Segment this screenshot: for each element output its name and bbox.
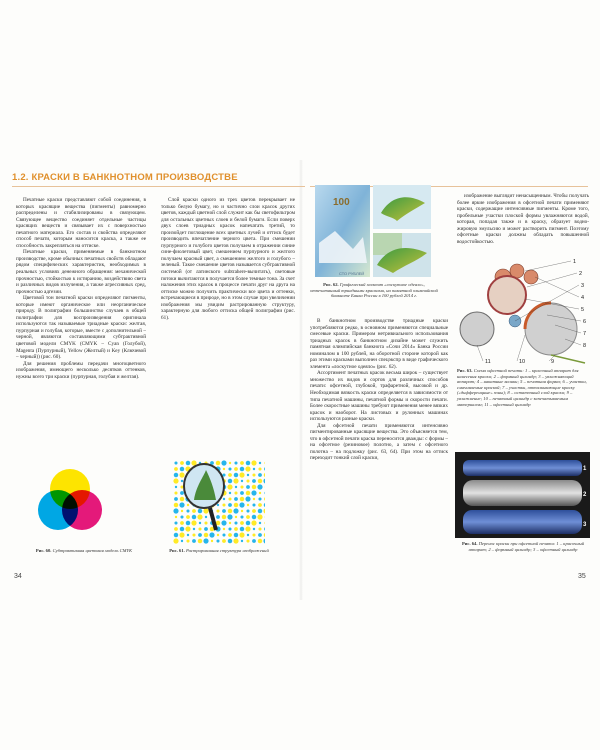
halftone-dot (257, 514, 262, 519)
halftone-dot (180, 521, 184, 525)
halftone-dot (228, 539, 233, 544)
halftone-dot (211, 540, 213, 542)
halftone-dot (216, 509, 219, 512)
right-page-column-2 (457, 193, 589, 245)
paragraph: Печатные краски, применяемые в банкнотном производстве, кроме обычных печатных свойств обладают рядом специфических характеристик, необходимых в реальных условиях денежного обращения: механической прочностью, стойкостью к истиранию, воздействию света и различных видов излучения, а также агрессивных сред, прочностью адгезии. (16, 249, 146, 295)
halftone-dot (173, 508, 178, 513)
halftone-dot (234, 503, 239, 508)
halftone-dot (264, 467, 265, 471)
halftone-dot (192, 539, 196, 543)
halftone-dot (247, 474, 249, 476)
halftone-dot (222, 515, 227, 520)
halftone-dot (174, 521, 177, 524)
halftone-dot (258, 527, 261, 530)
halftone-dot (234, 467, 238, 471)
halftone-dot (185, 526, 190, 531)
halftone-dot (204, 521, 207, 524)
halftone-dot (247, 534, 249, 536)
blanket-cylinder (460, 312, 494, 346)
halftone-dot (240, 461, 244, 465)
halftone-dot (264, 491, 265, 494)
halftone-dot (258, 467, 261, 470)
halftone-dot (252, 503, 255, 506)
halftone-dot (203, 538, 208, 543)
halftone-dot (258, 539, 263, 544)
paragraph: В банкнотном производстве триадные краски употребляются редко, в основном применяются специальные смесевые краски. Примером нетривиального использования триадных красок в банкнотном дизайне может служить памятная олимпийская банкнота «Сочи 2014» Банка России номиналом в 100 рублей, на оборотной стороне которой как раз этими красками выполнен спецэкспр в виде графического элемента «лоскутное одеяло» (рис. 62). (310, 318, 448, 370)
halftone-dot (223, 498, 225, 500)
halftone-dot (228, 467, 231, 470)
halftone-dot (180, 461, 184, 465)
halftone-dot (173, 538, 178, 543)
halftone-dot (234, 533, 239, 538)
fig60-caption-label: Рис. 60. (35, 548, 52, 553)
halftone-dot (223, 468, 225, 470)
halftone-dot (192, 515, 197, 520)
halftone-dot (234, 461, 237, 464)
page-number-left: 34 (14, 573, 22, 580)
halftone-dot (241, 540, 243, 542)
section-heading: 1.2. КРАСКИ В БАНКНОТНОМ ПРОИЗВОДСТВЕ (12, 172, 238, 183)
halftone-dot (180, 527, 185, 532)
halftone-dot (252, 539, 256, 543)
halftone-dot (180, 491, 184, 495)
part-label: 4 (581, 295, 585, 301)
paragraph: Цветовой тон печатной краски определяют пигменты, которые имеют органическое или неорганическое природу. В полиграфии большинство случаев в общей полиграфии для воспроизведения оригинала используются так называемые триадные краски: желтая, пурпурная и голубая, которые, вместе с дополнительной – черной, являются составляющими субтрактивной цветовой модели CMYK (CMYK – Cyan (Голубой), Magenta (Пурпурный), Yellow (Желтый) и Key (Ключевой – черный)) (рис. 60). (16, 295, 146, 361)
halftone-dot (245, 526, 250, 531)
halftone-dot (199, 522, 201, 524)
halftone-dot (252, 473, 255, 476)
paragraph: изображение выглядит ненасыщенным. Чтобы получать более яркие изображения в офсетной печати применяют краски, содержащие интенсивные пигменты. Кроме того, пробельные участки плоской формы увлажняются водой, которая, попадая также и в краску, образует водно-жировую эмульсию и может растворить пигмент. Поэтому офсетные краски должны обладать повышенной водостойкостью. (457, 193, 589, 245)
halftone-dot (186, 515, 190, 519)
halftone-dot (175, 486, 177, 488)
halftone-dot (204, 533, 209, 538)
halftone-dot (229, 462, 231, 464)
halftone-dot (246, 479, 249, 482)
halftone-dot (234, 527, 238, 531)
halftone-dot (263, 538, 265, 543)
halftone-dot (192, 533, 195, 536)
halftone-dot (222, 503, 225, 506)
halftone-dot (246, 491, 251, 496)
halftone-dot (233, 508, 238, 513)
halftone-dot (258, 497, 261, 500)
halftone-dot (186, 509, 189, 512)
halftone-dot (258, 533, 262, 537)
heading-rule (12, 186, 305, 187)
halftone-dot (222, 509, 226, 513)
leader-line (517, 335, 525, 361)
part-label: 1 (573, 259, 577, 265)
halftone-dot (217, 504, 219, 506)
halftone-dot (252, 479, 256, 483)
halftone-dot (198, 533, 202, 537)
halftone-dot (258, 473, 262, 477)
part-label: 5 (581, 307, 585, 313)
halftone-dot (251, 490, 256, 495)
part-label: 7 (583, 331, 587, 337)
halftone-dot (174, 467, 178, 471)
fig63-caption-label: Рис. 63. (457, 368, 473, 373)
fig62-caption-label: Рис. 62. (323, 282, 339, 287)
halftone-dot (186, 521, 191, 526)
halftone-dot (229, 522, 231, 524)
fig61-caption-text: Растрированная структура изображений (185, 548, 269, 553)
halftone-dot (239, 472, 244, 477)
halftone-dot (228, 503, 232, 507)
halftone-dot (197, 514, 202, 519)
halftone-dot (251, 520, 256, 525)
halftone-dot (181, 510, 183, 512)
halftone-dot (259, 462, 261, 464)
halftone-dot (258, 509, 263, 514)
halftone-dot (234, 491, 237, 494)
left-page-column-1 (16, 197, 146, 380)
part-label: 8 (583, 343, 587, 349)
halftone-dot (234, 473, 239, 478)
page-number-right: 35 (578, 573, 586, 580)
paragraph: Ассортимент печатных красок весьма широк – существует множество их видов и сортов для различных способов печати: офсетной, глубокой, трафаретной, высокой и др. Необходимая вязкость краски определяется в зависимости от типа печатной машины, печатной формы и скорости печати. Более скоростные машины требуют применения менее вязких красок и наоборот. На листовых и рулонных машинах используются разные краски. (310, 370, 448, 423)
halftone-dot (179, 472, 184, 477)
halftone-dot (187, 504, 189, 506)
halftone-dot (239, 502, 244, 507)
halftone-dot (186, 539, 189, 542)
halftone-dot (223, 528, 225, 530)
plate-cylinder (488, 276, 526, 314)
halftone-dot (217, 534, 219, 536)
raster-structure-figure (170, 460, 265, 545)
halftone-dot (246, 521, 251, 526)
fig61-caption (160, 548, 278, 554)
roller-label: 2 (583, 492, 587, 498)
halftone-dot (227, 514, 232, 519)
magenta-circle (62, 490, 102, 530)
part-label: 3 (581, 283, 585, 289)
halftone-dot (181, 540, 183, 542)
halftone-dot (233, 478, 238, 483)
halftone-dot (234, 497, 238, 501)
halftone-dot (264, 473, 265, 478)
halftone-dot (222, 539, 226, 543)
part-label: 11 (485, 359, 491, 365)
fig63-caption-text: Схема офсетной печати: 1 – красочный аппарат для нанесения краски; 2 – формный цилиндр; 3 – увлажняющий аппарат; 4 – накатные валики; 5 – печатная форма; 6 – участки, смачиваемые краской; 7 – участки, отталкивающие краску («дифференцные» зоны); 8 – остаточный слой краски; 9 – увлажнение; 10 – печатный цилиндр с запечатываемым материалом; 11 – офсетный цилиндр (457, 368, 587, 407)
fig62-caption-text: Графический элемент «лоскутное одеяло», отпечатанный триадными красками, на памятной олимпийской банкноте Банка России в 100 рублей 2014 г. (310, 282, 438, 299)
halftone-dot (191, 520, 196, 525)
cmyk-color-model-figure (30, 463, 110, 543)
halftone-dot (263, 508, 265, 513)
halftone-dot (209, 532, 214, 537)
halftone-dot (239, 532, 244, 537)
halftone-dot (221, 460, 226, 465)
paragraph: Печатные краски представляют собой соединения, в которых красящие вещества (пигменты) равномерно распределены и стабилизированы в связующем. Связующее вещество соединяет отдельные частицы красящих веществ и связывает их с поверхностью печатного материала. Его состав и свойства определяют способ печати, которым наносится краска, а также ее способность закрепляться на оттиске. (16, 197, 146, 249)
part-label: 9 (551, 359, 555, 365)
book-spine-shadow (299, 160, 303, 600)
halftone-dot (192, 509, 196, 513)
halftone-dot (253, 468, 255, 470)
paragraph: Для офсетной печати применяются интенсивно пигментированные красящие вещества. Это объясняется тем, что в офсетной печати краска переносится дважды: с формы – на офсетное (резиновое) полотно, а затем с офсетного полотна – на подложку (рис. 63, 64). При этом на оттиск переходит тонкий слой краски, (310, 422, 448, 462)
halftone-dot (174, 491, 177, 494)
halftone-dot (246, 485, 250, 489)
halftone-dot (198, 539, 203, 544)
halftone-dot (233, 538, 238, 543)
halftone-dot (235, 516, 237, 518)
halftone-dot (240, 491, 244, 495)
leader-line (525, 261, 571, 271)
halftone-dot (264, 503, 265, 508)
leader-line (535, 277, 579, 297)
halftone-dot (252, 509, 256, 513)
halftone-dot (228, 527, 231, 530)
halftone-dot (198, 509, 203, 514)
halftone-dot (181, 480, 183, 482)
halftone-dot (174, 503, 179, 508)
halftone-dot (216, 539, 219, 542)
halftone-dot (240, 521, 244, 525)
right-page-column-1 (310, 318, 448, 462)
halftone-dot (246, 515, 250, 519)
fig60-caption-text: Субтрактивная цветовая модель CMYK (52, 548, 133, 553)
halftone-dot (228, 533, 232, 537)
halftone-dot (228, 473, 232, 477)
halftone-dot (245, 466, 250, 471)
halftone-dot (240, 467, 245, 472)
halftone-dot (247, 504, 249, 506)
halftone-dot (234, 521, 237, 524)
halftone-dot (264, 461, 265, 464)
halftone-dot (180, 497, 185, 502)
halftone-dot (241, 510, 243, 512)
halftone-dot (216, 515, 220, 519)
fig62-caption (310, 282, 438, 299)
halftone-dot (235, 486, 237, 488)
ink-transfer-photo-figure (455, 452, 590, 538)
halftone-dot (228, 479, 233, 484)
halftone-dot (204, 527, 208, 531)
halftone-dot (180, 515, 183, 518)
halftone-dot (251, 460, 256, 465)
halftone-dot (221, 520, 226, 525)
halftone-dot (246, 539, 249, 542)
halftone-dot (174, 473, 179, 478)
halftone-dot (259, 492, 261, 494)
halftone-dot (252, 533, 255, 536)
banknote-text: СТО РУБЛЕЙ (339, 271, 365, 276)
halftone-dot (246, 509, 249, 512)
fig64-caption-text: Перенос краски при офсетной печати: 1 – красочный аппарат; 2 – формный цилиндр; 3 – офсетный цилиндр (468, 541, 585, 552)
halftone-dot (240, 497, 245, 502)
halftone-dot (252, 515, 257, 520)
fig60-caption (16, 548, 152, 554)
halftone-dot (257, 484, 262, 489)
halftone-dot (193, 528, 195, 530)
banknote-value: 100 (333, 197, 350, 208)
halftone-dot (186, 461, 191, 466)
halftone-dot (228, 509, 233, 514)
halftone-dot (246, 461, 251, 466)
part-label: 10 (519, 359, 526, 365)
paragraph: Для решения проблемы передачи многоцветного изображения, имеющего несколько десятков оттенков, нужны всего три краски (пурпурная, голубая и желтая). (16, 360, 146, 380)
halftone-dot (187, 534, 189, 536)
halftone-dot (229, 492, 231, 494)
olympic-banknote-figure (313, 183, 433, 279)
halftone-dot (179, 502, 184, 507)
halftone-dot (258, 503, 262, 507)
fig61-caption-label: Рис. 61. (169, 548, 185, 553)
fig64-caption (457, 541, 589, 552)
halftone-dot (173, 478, 178, 483)
halftone-dot (222, 533, 225, 536)
left-page-column-2 (161, 197, 295, 321)
roller-label: 3 (583, 522, 587, 528)
part-label: 6 (583, 319, 587, 325)
halftone-dot (258, 479, 263, 484)
halftone-dot (245, 496, 250, 501)
halftone-dot (253, 498, 255, 500)
halftone-dot (264, 533, 265, 538)
part-label: 2 (579, 271, 583, 277)
leader-line (477, 345, 483, 361)
paragraph: Слой краски одного из трех цветов перекрывает не только белую бумагу, но и частично слои красок других цветов, каждый цветной слой служит как бы светофильтром для остальных цветных слоев и белой бумаги. Если поверх двух слоев триадных красок напечатать третий, то произойдет поглощение всех цветных лучей и оттиск будет производить впечатление черного цвета. При смешении пурпурного и голубого цветов получаем в отражении синие сине-фиолетовый цвет, смешением пурпурного и желтого получаем красный цвет, а смешением желтого и голубого – зеленый. Такое смешение цветов называется субтрактивной системой (от латинского subtrahere-вычитать), световые потоки вычитаются в получается более темные тона. За счет наложения этих красок в процессе печати друг на друга на оттиске можно получить практически все цвета и оттенки, встречающиеся в природе, но в этом случае при увеличении изображения мы увидим растрированную структуру, характерную для любого оттиска общей полиграфии (рис. 61). (161, 197, 295, 321)
halftone-dot (198, 527, 201, 530)
halftone-dot (240, 515, 243, 518)
halftone-dot (264, 497, 265, 501)
halftone-dot (174, 497, 178, 501)
halftone-dot (241, 480, 243, 482)
halftone-dot (174, 527, 178, 531)
halftone-dot (264, 521, 265, 524)
offset-printing-scheme-figure (455, 255, 590, 367)
halftone-dot (179, 532, 184, 537)
halftone-dot (227, 484, 232, 489)
roller-label: 1 (583, 466, 587, 472)
halftone-dot (216, 461, 221, 466)
halftone-dot (252, 485, 257, 490)
halftone-dot (264, 527, 265, 531)
halftone-dot (259, 522, 261, 524)
fig64-caption-label: Рис. 64. (461, 541, 478, 546)
halftone-dot (203, 508, 208, 513)
halftone-dot (174, 533, 179, 538)
halftone-dot (263, 478, 265, 483)
halftone-dot (228, 497, 231, 500)
halftone-dot (253, 528, 255, 530)
halftone-dot (240, 527, 245, 532)
fig63-caption (457, 368, 589, 407)
halftone-dot (180, 467, 185, 472)
halftone-dot (240, 485, 243, 488)
halftone-dot (205, 516, 207, 518)
halftone-dot (175, 516, 177, 518)
halftone-dot (174, 461, 177, 464)
